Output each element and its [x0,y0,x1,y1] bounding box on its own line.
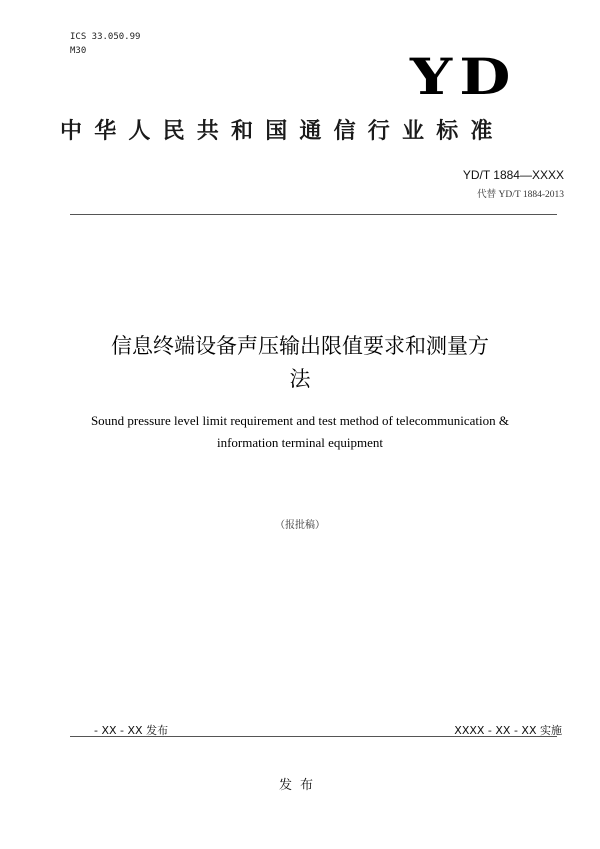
replaces-standard: 代替 YD/T 1884-2013 [477,190,564,200]
draft-status: （报批稿） [275,520,325,531]
header-divider [70,214,557,215]
issuer-label: 发布 [278,778,321,793]
title-chinese [50,330,550,396]
publish-date: - XX - XX 发布 [94,724,169,737]
ics-code: ICS 33.050.99 [70,32,141,42]
implementation-date: XXXX - XX - XX 实施 [454,724,562,737]
title-chinese-line-1: 信息终端设备声压输出限值要求和测量方 [111,334,489,358]
title-chinese-line-2: 法 [289,367,311,391]
title-english [50,410,550,454]
title-english-line-2: information terminal equipment [216,435,384,450]
yd-logo: YD [410,47,518,106]
organization-title: 中华人民共和国通信行业标准 [60,119,505,144]
footer-divider [70,736,557,737]
classification-code: M30 [70,46,87,56]
standard-number: YD/T 1884—XXXX [462,168,564,182]
title-english-line-1: Sound pressure level limit requirement and test method of telecommunication & [90,413,510,428]
